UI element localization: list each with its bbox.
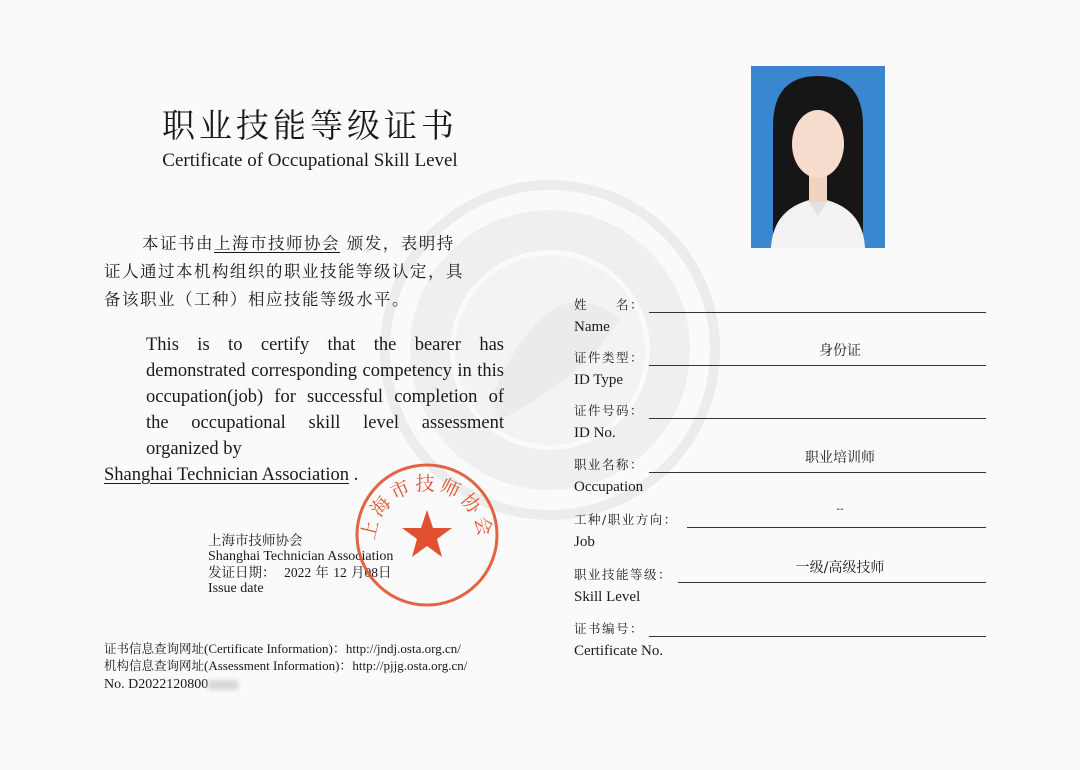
issue-date: 发证日期： 2022 年 12 月08日 bbox=[208, 565, 392, 581]
issuing-org-en: Shanghai Technician Association bbox=[104, 465, 349, 485]
official-seal bbox=[352, 460, 502, 610]
field-job: 工种/职业方向： -- Job bbox=[574, 510, 986, 558]
seal-text: 上海市技师协会 bbox=[357, 472, 497, 542]
issuing-org-cn: 上海市技师协会 bbox=[214, 234, 340, 253]
issuer-name-en: Shanghai Technician Association bbox=[208, 549, 394, 564]
field-occupation: 职业名称： 职业培训师 Occupation bbox=[574, 455, 986, 503]
body-chinese: 本证书由上海市技师协会 颁发，表明持 证人通过本机构组织的职业技能等级认定，具 备该职业（工种）相应技能等级水平。 bbox=[104, 234, 464, 309]
certificate-serial: No. D2022120800 bbox=[104, 676, 467, 693]
redaction-blur bbox=[208, 680, 238, 690]
footer-info: 证书信息查询网址(Certificate Information)：http://jndj.osta.org.cn/ 机构信息查询网址(Assessment Information)：http://pjjg.osta.org.cn/ No. D2022120800 bbox=[104, 641, 468, 692]
field-skill-level: 职业技能等级： 一级/高级技师 Skill Level bbox=[574, 565, 986, 613]
issue-date-label-en: Issue date bbox=[208, 581, 264, 596]
bearer-photo bbox=[751, 66, 885, 248]
field-certificate-no: 证书编号： Certificate No. bbox=[574, 619, 986, 667]
body-english: This is to certify that the bearer has demonstrated corresponding competency in this occupation(job) for successful completion of the occupational skill level assessment organized by Shanghai Technician Association . bbox=[104, 335, 504, 485]
field-name: 姓 名： Name bbox=[574, 295, 986, 343]
title-english: Certificate of Occupational Skill Level bbox=[162, 150, 458, 171]
title-chinese: 职业技能等级证书 bbox=[162, 106, 458, 145]
issuer-name-cn: 上海市技师协会 bbox=[208, 533, 303, 549]
field-id-type: 证件类型： 身份证 ID Type bbox=[574, 348, 986, 396]
field-id-no: 证件号码： ID No. bbox=[574, 401, 986, 449]
seal-star-icon bbox=[402, 510, 452, 557]
